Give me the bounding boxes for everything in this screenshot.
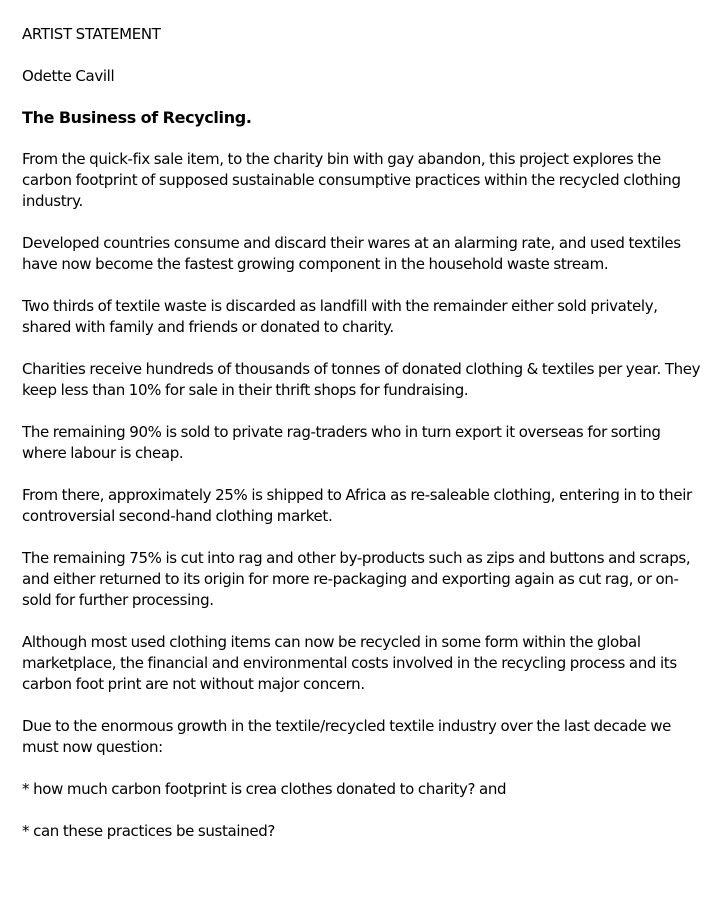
paragraph-by-products: The remaining 75% is cut into rag and other by-products such as zips and buttons and scraps, and either returned to its origin for more re-packaging and exporting again as cut rag, or on-sold for further processing. — [22, 549, 691, 609]
paragraph-rag-traders: The remaining 90% is sold to private rag-traders who in turn export it overseas for sorting where labour is cheap. — [22, 423, 661, 462]
document-title: The Business of Recycling. — [22, 108, 252, 127]
bullet-question-sustained: * can these practices be sustained? — [22, 822, 276, 840]
author-name: Odette Cavill — [22, 67, 115, 85]
bullet-question-carbon: * how much carbon footprint is crea clothes donated to charity? and — [22, 780, 507, 798]
paragraph-africa: From there, approximately 25% is shipped to Africa as re-saleable clothing, entering in to their controversial second-hand clothing market. — [22, 486, 692, 525]
paragraph-charities: Charities receive hundreds of thousands of tonnes of donated clothing & textiles per year. They keep less than 10% for sale in their thrift shops for fundraising. — [22, 360, 701, 399]
statement-heading: ARTIST STATEMENT — [22, 25, 161, 43]
paragraph-costs: Although most used clothing items can now be recycled in some form within the global marketplace, the financial and environmental costs involved in the recycling process and its carbon foot print are not without major concern. — [22, 633, 677, 693]
paragraph-question-intro: Due to the enormous growth in the textile/recycled textile industry over the last decade we must now question: — [22, 717, 672, 756]
paragraph-landfill: Two thirds of textile waste is discarded as landfill with the remainder either sold privately, shared with family and friends or donated to charity. — [22, 297, 658, 336]
artist-statement-document — [22, 24, 702, 863]
paragraph-consumption: Developed countries consume and discard their wares at an alarming rate, and used textiles have now become the fastest growing component in the household waste stream. — [22, 234, 681, 273]
paragraph-intro: From the quick-fix sale item, to the charity bin with gay abandon, this project explores the carbon footprint of supposed sustainable consumptive practices within the recycled clothing industry. — [22, 150, 681, 210]
